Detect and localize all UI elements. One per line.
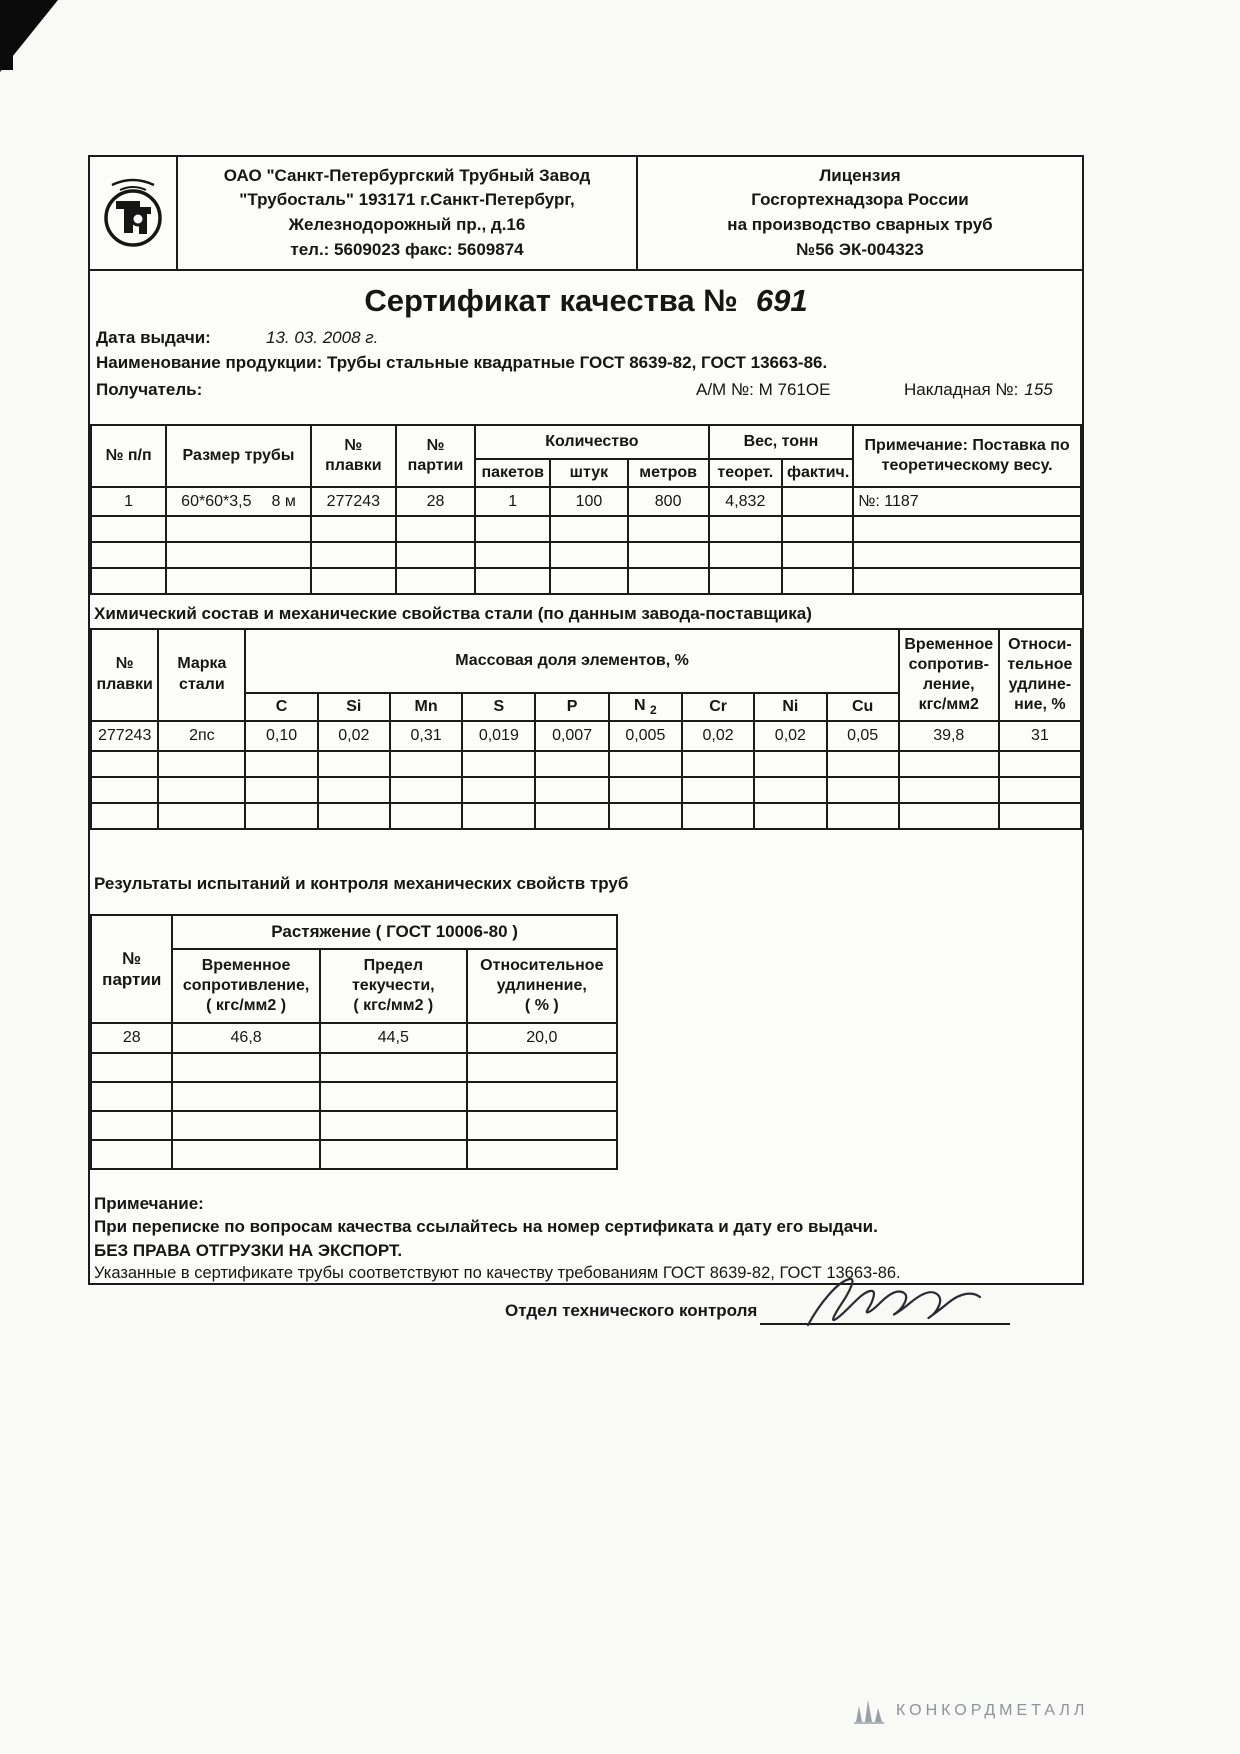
invoice-number: 155	[1024, 380, 1053, 399]
signature-row	[90, 1301, 1082, 1341]
company-line: ОАО "Санкт-Петербургский Трубный Завод	[223, 165, 591, 185]
col-header-note: Примечание: Поставка по теоретическому весу.	[853, 425, 1081, 487]
certificate-title-label: Сертификат качества №	[364, 283, 738, 318]
cell-yield-strength: 44,5	[320, 1023, 467, 1053]
cell-packs: 1	[475, 487, 550, 516]
table-row-empty	[91, 1082, 617, 1111]
col-header-tension-gost: Растяжение ( ГОСТ 10006-80 )	[172, 915, 616, 949]
cell-elongation: 31	[999, 721, 1081, 751]
element-header-s: S	[462, 693, 535, 721]
col-header-tensile-strength: Временное сопротивление, ( кгс/мм2 )	[172, 949, 319, 1023]
table-row-empty	[91, 1053, 617, 1082]
col-header-theoretical: теорет.	[709, 459, 782, 487]
cell-melt-no: 277243	[91, 721, 158, 751]
cell-batch-no: 28	[91, 1023, 172, 1053]
cell-s: 0,019	[462, 721, 535, 751]
invoice-line	[904, 380, 1053, 400]
cell-seq: 1	[91, 487, 166, 516]
table-row-empty	[91, 751, 1081, 777]
table-row	[91, 1023, 617, 1053]
table-row-empty	[91, 542, 1081, 568]
product-name-line: Наименование продукции: Трубы стальные квадратные ГОСТ 8639-82, ГОСТ 13663-86.	[96, 353, 828, 372]
table-row-empty	[91, 777, 1081, 803]
col-header-quantity: Количество	[475, 425, 709, 459]
cell-tensile-strength: 46,8	[172, 1023, 319, 1053]
concordmetall-logo-icon	[852, 1698, 886, 1724]
cell-batch-no: 28	[396, 487, 475, 516]
col-header-weight: Вес, тонн	[709, 425, 854, 459]
table-row	[91, 721, 1081, 751]
note-line: При переписке по вопросам качества ссылайтесь на номер сертификата и дату его выдачи.	[94, 1217, 878, 1237]
cell-pipe-size: 60*60*3,5 8 м	[166, 487, 311, 516]
handwritten-signature	[790, 1273, 1000, 1333]
col-header-meters: метров	[628, 459, 709, 487]
col-header-tensile-strength: Временное сопротив- ление, кгс/мм2	[899, 629, 999, 721]
note-title: Примечание:	[94, 1194, 204, 1213]
col-header-seq: № п/п	[91, 425, 166, 487]
table-row-empty	[91, 1140, 617, 1169]
col-header-melt-no: № плавки	[311, 425, 396, 487]
table-row	[91, 487, 1081, 516]
certificate-number: 691	[755, 283, 808, 318]
shipment-table	[90, 424, 1082, 595]
note-line: БЕЗ ПРАВА ОТГРУЗКИ НА ЭКСПОРТ.	[94, 1240, 403, 1260]
element-header-c: C	[245, 693, 317, 721]
signature-label: Отдел технического контроля	[505, 1301, 758, 1321]
element-header-mn: Mn	[390, 693, 462, 721]
col-header-elongation: Относительное удлинение, ( % )	[467, 949, 617, 1023]
cell-si: 0,02	[318, 721, 390, 751]
element-header-si: Si	[318, 693, 390, 721]
footer-brand-text: КОНКОРДМЕТАЛЛ	[896, 1702, 1089, 1719]
document-header	[90, 157, 1082, 271]
trubostal-logo-icon	[100, 177, 166, 249]
issue-date-value: 13. 03. 2008 г.	[266, 328, 379, 347]
license-line: Госгортехнадзора России	[751, 190, 969, 210]
cell-tensile-strength: 39,8	[899, 721, 999, 751]
scan-edge-artifact	[0, 0, 13, 70]
license-line: на производство сварных труб	[727, 215, 993, 234]
table-row-empty	[91, 516, 1081, 542]
col-header-packs: пакетов	[475, 459, 550, 487]
cell-pieces: 100	[550, 487, 627, 516]
col-header-pipe-size: Размер трубы	[166, 425, 311, 487]
cell-cr: 0,02	[682, 721, 754, 751]
receiver-label: Получатель:	[96, 380, 203, 399]
chemistry-section-title: Химический состав и механические свойства стали (по данным завода-поставщика)	[94, 604, 812, 623]
element-header-cu: Cu	[827, 693, 899, 721]
col-header-steel-grade: Марка стали	[158, 629, 245, 721]
company-line: тел.: 5609023 факс: 5609874	[290, 239, 524, 259]
receiver-line	[96, 380, 1076, 402]
cell-p: 0,007	[535, 721, 608, 751]
col-header-yield-strength: Предел текучести, ( кгс/мм2 )	[320, 949, 467, 1023]
cell-note: №: 1187	[853, 487, 1081, 516]
cell-steel-grade: 2пс	[158, 721, 245, 751]
cell-ni: 0,02	[754, 721, 826, 751]
cell-c: 0,10	[245, 721, 317, 751]
col-header-actual: фактич.	[782, 459, 853, 487]
license-info-block	[638, 157, 1082, 269]
footer-brand	[852, 1698, 1088, 1724]
company-line: "Трубосталь" 193171 г.Санкт-Петербург,	[239, 190, 575, 210]
license-line: №56 ЭК-004323	[796, 239, 924, 259]
mechanical-test-table	[90, 914, 618, 1170]
trubostal-logo	[90, 157, 178, 269]
certificate-title	[90, 283, 1082, 319]
results-section-title: Результаты испытаний и контроля механических свойств труб	[94, 874, 629, 893]
note-line: Указанные в сертификате трубы соответствуют по качеству требованиям ГОСТ 8639-82, ГОСТ 13663-86.	[94, 1264, 901, 1283]
col-header-pieces: штук	[550, 459, 627, 487]
cell-theoretical-weight: 4,832	[709, 487, 782, 516]
element-header-ni: Ni	[754, 693, 826, 721]
col-header-elongation: Относи- тельное удлине- ние, %	[999, 629, 1081, 721]
element-header-cr: Cr	[682, 693, 754, 721]
table-row-empty	[91, 803, 1081, 829]
certificate-info	[90, 328, 1082, 402]
company-info-block	[178, 157, 638, 269]
cell-cu: 0,05	[827, 721, 899, 751]
invoice-label: Накладная №:	[904, 380, 1019, 399]
issue-date-label: Дата выдачи:	[96, 328, 211, 347]
cell-n2: 0,005	[609, 721, 682, 751]
cell-elongation: 20,0	[467, 1023, 617, 1053]
chemical-composition-table	[90, 628, 1082, 830]
cell-melt-no: 277243	[311, 487, 396, 516]
issue-date-line	[96, 328, 1076, 348]
col-header-batch-no: № партии	[91, 915, 172, 1023]
certificate-document	[88, 155, 1084, 1321]
element-header-p: P	[535, 693, 608, 721]
cell-mn: 0,31	[390, 721, 462, 751]
col-header-batch-no: № партии	[396, 425, 475, 487]
table-row-empty	[91, 1111, 617, 1140]
col-header-melt-no: № плавки	[91, 629, 158, 721]
table-row-empty	[91, 568, 1081, 594]
cell-actual-weight	[782, 487, 853, 516]
license-line: Лицензия	[819, 165, 901, 185]
col-header-mass-fraction: Массовая доля элементов, %	[245, 629, 898, 693]
company-line: Железнодорожный пр., д.16	[288, 215, 526, 234]
element-header-n2: N $_2$	[609, 693, 682, 721]
vehicle-number: А/М №: М 761ОЕ	[696, 380, 831, 399]
cell-meters: 800	[628, 487, 709, 516]
notes-block	[90, 1192, 1082, 1285]
